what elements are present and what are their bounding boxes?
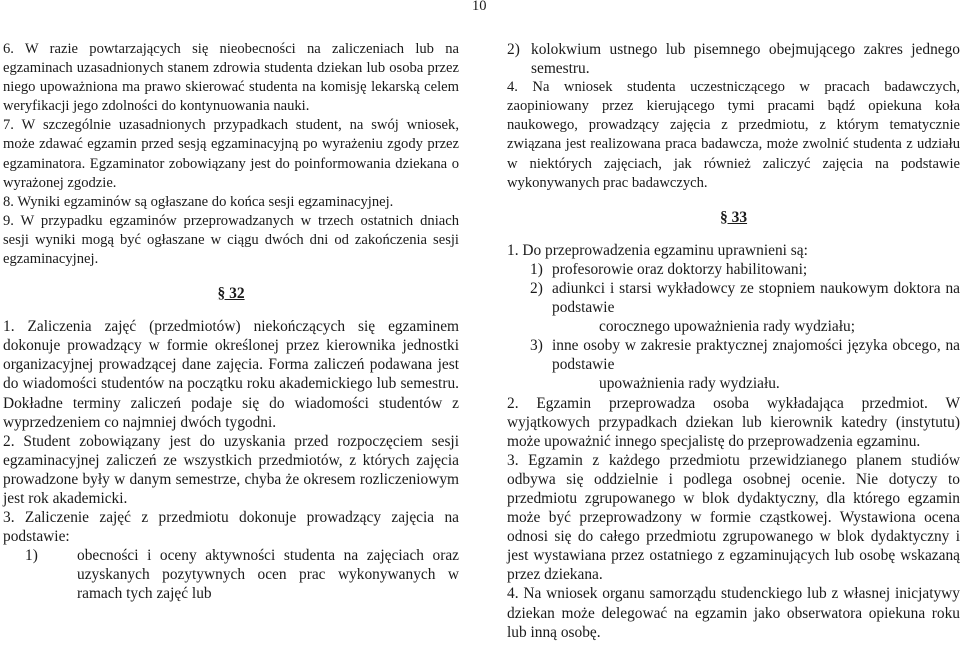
right-column	[507, 40, 960, 642]
list-number: 2)	[530, 279, 543, 297]
s33-list-item-2	[507, 279, 960, 317]
s32-paragraph-1: 1. Zaliczenia zajęć (przedmiotów) niekończących się egzaminem dokonuje prowadzący w formie określonej przez kierownika jednostki organizacyjnej prowadzącej dane zajęcia. Forma zaliczeń podawana jest do wiadomości studentów na początku roku akademickiego lub semestru. Dokładne terminy zaliczeń podaje się do wiadomości studentów z wyprzedzeniem co najmniej dwóch tygodni.	[3, 318, 459, 431]
s33-list-item-2-continuation: corocznego upoważnienia rady wydziału;	[599, 318, 855, 336]
s33-paragraph-4: 4. Na wniosek organu samorządu studenckiego lub z własnej inicjatywy dziekan może delegować na egzamin jako obserwatora opiekuna roku lub inną osobę.	[507, 585, 960, 641]
list-number: 2)	[507, 41, 520, 58]
list-number: 1)	[530, 260, 543, 278]
paragraph-9: 9. W przypadku egzaminów przeprowadzanych w trzech ostatnich dniach sesji wyniki mogą być ogłaszane w ciągu dwóch dni od zakończenia sesji egzaminacyjnej.	[3, 212, 459, 268]
paragraph-6: 6. W razie powtarzających się nieobecności na zaliczeniach lub na egzaminach uzasadnionych stanem zdrowia studenta dziekan lub osoba przez niego upoważniona ma prawo skierować studenta na komisję lekarską celem weryfikacji jego zdolności do kontynuowania nauki.	[3, 41, 459, 115]
s32-list-item-1	[3, 546, 459, 603]
list-text: obecności i oceny aktywności studenta na zajęciach oraz uzyskanych pozytywnych ocen prac wykonywanych w ramach tych zajęć lub	[77, 547, 459, 603]
s33-paragraph-2: 2. Egzamin przeprowadza osoba wykładająca przedmiot. W wyjątkowych przypadkach dziekan lub kierownik katedry (instytutu) może upoważnić innego specjalistę do przeprowadzenia egzaminu.	[507, 394, 960, 450]
s32-paragraph-2: 2. Student zobowiązany jest do uzyskania przed rozpoczęciem sesji egzaminacyjnej zaliczeń ze wszystkich przedmiotów, z których zajęcia prowadzone były w danym semestrze, chyba że okresem rozliczeniowym jest rok akademicki.	[3, 432, 459, 507]
list-text: kolokwium ustnego lub pisemnego obejmującego zakres jednego semestru.	[531, 41, 960, 78]
s33-paragraph-3: 3. Egzamin z każdego przedmiotu przewidzianego planem studiów odbywa się oddzielnie i podlega osobnej ocenie. Nie dotyczy to przedmiotu zgrupowanego w blok dydaktyczny, dla którego egzamin może być przeprowadzony w formie cząstkowej. Wystawiona ocena odnosi się do całego przedmiotu zgrupowanego w blok dydaktyczny i jest wystawiana przez ostatniego z egzaminujących lub osobę wskazaną przez dziekana.	[507, 451, 960, 584]
left-column	[3, 40, 459, 604]
s33-list-item-1	[507, 260, 960, 279]
list-text: profesorowie oraz doktorzy habilitowani;	[552, 260, 808, 278]
s32-paragraph-4: 4. Na wniosek studenta uczestniczącego w pracach badawczych, zaopiniowany przez kierującego tymi pracami bądź opiekuna koła naukowego, prowadzący zajęcia z przedmiotu, z którym tematycznie związana jest realizowana praca badawcza, może zwolnić studenta z udziału w niektórych zajęciach, jak również zaliczyć zajęcia na podstawie wykonywanych prac badawczych.	[507, 79, 960, 191]
s32-list-item-2	[507, 40, 960, 78]
list-number: 1)	[25, 547, 38, 565]
s33-paragraph-1: 1. Do przeprowadzenia egzaminu uprawnieni są:	[507, 241, 808, 259]
section-heading-32: § 32	[217, 285, 245, 303]
list-text: inne osoby w zakresie praktycznej znajomości języka obcego, na podstawie	[552, 337, 960, 374]
paragraph-8: 8. Wyniki egzaminów są ogłaszane do końca sesji egzaminacyjnej.	[3, 193, 394, 210]
section-heading-33: § 33	[719, 208, 748, 226]
s33-list-item-3	[507, 336, 960, 374]
page-number: 10	[472, 0, 487, 14]
s32-paragraph-3: 3. Zaliczenie zajęć z przedmiotu dokonuje prowadzący zajęcia na podstawie:	[3, 509, 459, 546]
list-text: adiunkci i starsi wykładowcy ze stopniem naukowym doktora na podstawie	[552, 279, 960, 317]
list-number: 3)	[530, 337, 543, 355]
paragraph-7: 7. W szczególnie uzasadnionych przypadkach student, na swój wniosek, może zdawać egzamin przed sesją egzaminacyjną po wyrażeniu zgody przez egzaminatora. Egzaminator zobowiązany jest do poinformowania dziekana o wyrażonej zgodzie.	[3, 117, 459, 191]
s33-list-item-3-continuation: upoważnienia rady wydziału.	[599, 375, 780, 393]
